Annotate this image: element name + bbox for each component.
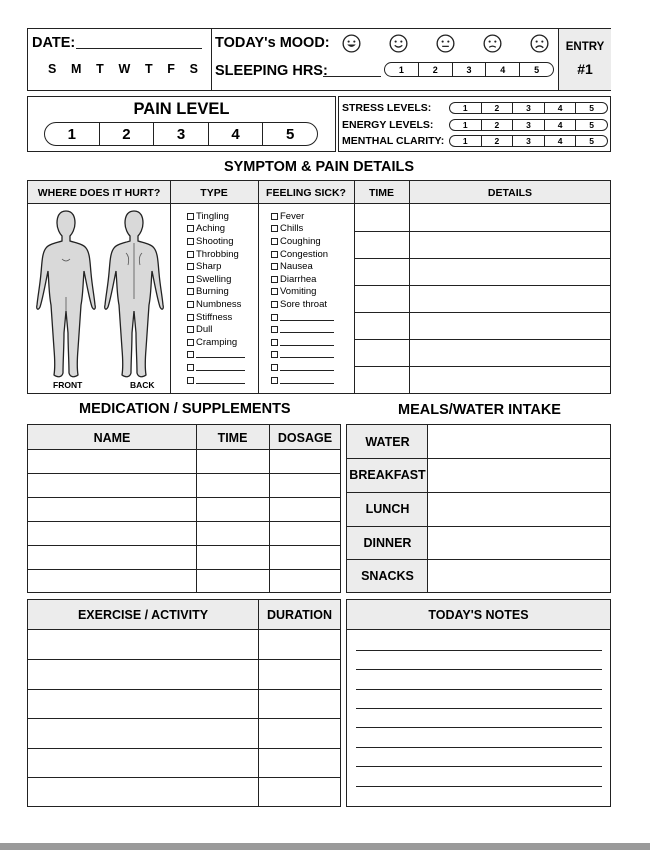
clarity-label: MENTHAL CLARITY: xyxy=(342,135,445,147)
meal-dinner: DINNER xyxy=(363,535,412,550)
pain-option-5[interactable]: 5 xyxy=(262,123,317,145)
day-monday[interactable]: M xyxy=(71,62,82,76)
energy-option-4[interactable]: 4 xyxy=(544,120,576,130)
pain-level-box xyxy=(27,96,336,152)
notes-title: TODAY'S NOTES xyxy=(428,608,529,622)
sick-checklist xyxy=(271,210,334,386)
clarity-option-5[interactable]: 5 xyxy=(575,136,607,146)
day-thursday[interactable]: T xyxy=(144,62,153,76)
stress-option-3[interactable]: 3 xyxy=(512,103,544,113)
sleep-scale xyxy=(384,62,554,77)
header-time: TIME xyxy=(368,186,395,199)
date-label: DATE: xyxy=(32,35,76,51)
stress-option-1[interactable]: 1 xyxy=(462,103,468,113)
very-happy-face-icon[interactable] xyxy=(342,34,361,53)
day-saturday[interactable]: S xyxy=(189,62,198,76)
energy-option-2[interactable]: 2 xyxy=(481,120,513,130)
header-feeling-sick: FEELING SICK? xyxy=(266,186,346,199)
exercise-header-duration: DURATION xyxy=(266,608,333,622)
entry-number: #1 xyxy=(577,61,593,77)
exercise-table[interactable] xyxy=(27,599,341,807)
header-box xyxy=(27,28,611,91)
pain-scale xyxy=(44,122,318,146)
checkbox-numbness[interactable]: Numbness xyxy=(187,298,245,311)
type-checklist xyxy=(187,210,245,386)
checkbox-sick-blank[interactable] xyxy=(271,349,334,362)
checkbox-coughing[interactable]: Coughing xyxy=(271,235,334,248)
pain-option-1[interactable]: 1 xyxy=(67,125,76,143)
body-figure-back[interactable] xyxy=(102,207,166,383)
meals-table xyxy=(346,424,611,593)
clarity-option-2[interactable]: 2 xyxy=(481,136,513,146)
meal-snacks: SNACKS xyxy=(361,569,414,583)
date-field[interactable] xyxy=(76,48,202,49)
happy-face-icon[interactable] xyxy=(389,34,408,53)
day-friday[interactable]: F xyxy=(167,62,175,76)
medication-header-name: NAME xyxy=(93,430,131,445)
checkbox-fever[interactable]: Fever xyxy=(271,210,334,223)
sleep-option-4[interactable]: 4 xyxy=(485,63,519,76)
front-label: FRONT xyxy=(53,380,83,390)
stress-label: STRESS LEVELS: xyxy=(342,102,432,114)
energy-label: ENERGY LEVELS: xyxy=(342,119,434,131)
checkbox-sharp[interactable]: Sharp xyxy=(187,260,245,273)
checkbox-shooting[interactable]: Shooting xyxy=(187,235,245,248)
neutral-face-icon[interactable] xyxy=(436,34,455,53)
stress-option-4[interactable]: 4 xyxy=(544,103,576,113)
stress-scale xyxy=(449,102,608,114)
checkbox-type-blank[interactable] xyxy=(187,361,245,374)
levels-box xyxy=(338,96,611,152)
sad-face-icon[interactable] xyxy=(483,34,502,53)
checkbox-sick-blank[interactable] xyxy=(271,323,334,336)
medication-table[interactable] xyxy=(27,424,341,593)
checkbox-diarrhea[interactable]: Diarrhea xyxy=(271,273,334,286)
checkbox-sick-blank[interactable] xyxy=(271,336,334,349)
sleep-option-3[interactable]: 3 xyxy=(452,63,486,76)
day-selector xyxy=(48,62,198,76)
meal-water: WATER xyxy=(365,434,410,449)
medication-header-dosage: DOSAGE xyxy=(277,430,333,445)
very-sad-face-icon[interactable] xyxy=(530,34,549,53)
checkbox-swelling[interactable]: Swelling xyxy=(187,273,245,286)
sleep-option-2[interactable]: 2 xyxy=(418,63,452,76)
medication-header-time: TIME xyxy=(217,430,248,445)
checkbox-sick-blank[interactable] xyxy=(271,361,334,374)
clarity-option-3[interactable]: 3 xyxy=(512,136,544,146)
checkbox-type-blank[interactable] xyxy=(187,374,245,387)
sleep-option-5[interactable]: 5 xyxy=(519,63,553,76)
checkbox-sick-blank[interactable] xyxy=(271,374,334,387)
medication-title: MEDICATION / SUPPLEMENTS xyxy=(79,401,291,417)
checkbox-stiffness[interactable]: Stiffness xyxy=(187,311,245,324)
time-details-grid[interactable] xyxy=(354,204,610,393)
energy-option-1[interactable]: 1 xyxy=(462,120,468,130)
header-where: WHERE DOES IT HURT? xyxy=(37,186,161,199)
checkbox-cramping[interactable]: Cramping xyxy=(187,336,245,349)
symptoms-table xyxy=(27,180,611,394)
pain-level-title: PAIN LEVEL xyxy=(133,100,230,118)
entry-label: ENTRY xyxy=(565,41,605,53)
checkbox-congestion[interactable]: Congestion xyxy=(271,248,334,261)
clarity-option-1[interactable]: 1 xyxy=(462,136,468,146)
sleeping-hours-field[interactable] xyxy=(323,76,381,77)
body-figure-front[interactable] xyxy=(34,207,98,383)
checkbox-throbbing[interactable]: Throbbing xyxy=(187,248,245,261)
checkbox-type-blank[interactable] xyxy=(187,349,245,362)
page-bottom-edge xyxy=(0,843,650,850)
back-label: BACK xyxy=(130,380,155,390)
pain-option-2[interactable]: 2 xyxy=(99,123,154,145)
clarity-scale xyxy=(449,135,608,147)
checkbox-dull[interactable]: Dull xyxy=(187,323,245,336)
pain-option-3[interactable]: 3 xyxy=(153,123,208,145)
header-details: DETAILS xyxy=(487,186,533,199)
checkbox-chills[interactable]: Chills xyxy=(271,223,334,236)
symptoms-title: SYMPTOM & PAIN DETAILS xyxy=(223,159,415,175)
notes-box[interactable] xyxy=(346,599,611,807)
energy-option-3[interactable]: 3 xyxy=(512,120,544,130)
stress-option-5[interactable]: 5 xyxy=(575,103,607,113)
day-wednesday[interactable]: W xyxy=(118,62,131,76)
checkbox-sick-blank[interactable] xyxy=(271,311,334,324)
day-tuesday[interactable]: T xyxy=(96,62,104,76)
checkbox-tingling[interactable]: Tingling xyxy=(187,210,245,223)
stress-option-2[interactable]: 2 xyxy=(481,103,513,113)
checkbox-burning[interactable]: Burning xyxy=(187,286,245,299)
meals-entry-area[interactable] xyxy=(429,425,610,592)
checkbox-nausea[interactable]: Nausea xyxy=(271,260,334,273)
mood-label: TODAY's MOOD: xyxy=(215,35,330,51)
meals-title: MEALS/WATER INTAKE xyxy=(398,402,561,418)
energy-option-5[interactable]: 5 xyxy=(575,120,607,130)
exercise-header-activity: EXERCISE / ACTIVITY xyxy=(77,608,209,622)
day-sunday[interactable]: S xyxy=(48,62,57,76)
meal-lunch: LUNCH xyxy=(365,502,410,516)
meal-breakfast: BREAKFAST xyxy=(349,468,426,482)
checkbox-vomiting[interactable]: Vomiting xyxy=(271,286,334,299)
energy-scale xyxy=(449,119,608,131)
checkbox-aching[interactable]: Aching xyxy=(187,223,245,236)
header-type: TYPE xyxy=(200,186,228,199)
checkbox-sore-throat[interactable]: Sore throat xyxy=(271,298,334,311)
sleeping-hours-label: SLEEPING HRS: xyxy=(215,63,328,79)
clarity-option-4[interactable]: 4 xyxy=(544,136,576,146)
pain-option-4[interactable]: 4 xyxy=(208,123,263,145)
sleep-option-1[interactable]: 1 xyxy=(398,64,404,75)
